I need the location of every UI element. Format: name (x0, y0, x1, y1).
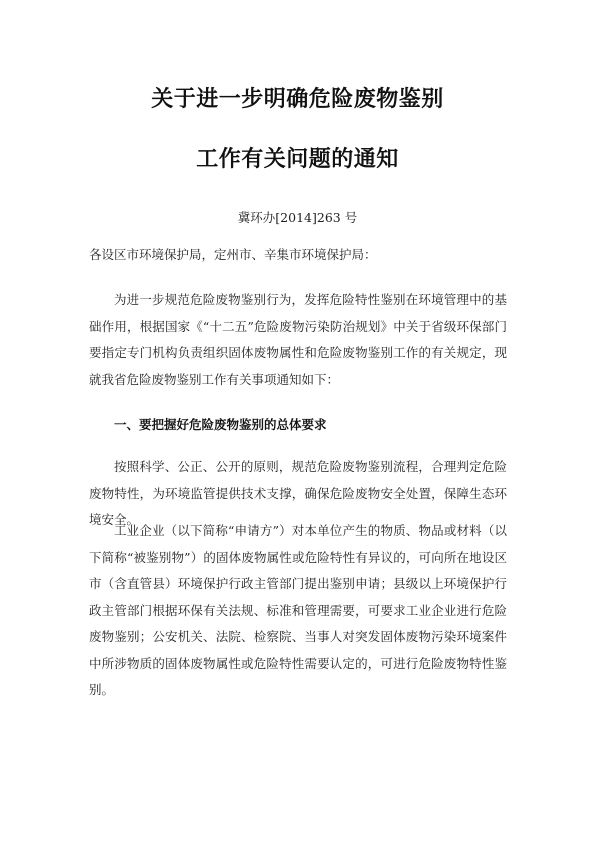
document-number: 冀环办[2014]263 号 (237, 210, 358, 225)
addressee: 各设区市环境保护局，定州市、辛集市环境保护局： (89, 247, 377, 262)
document-title-line-2: 工作有关问题的通知 (196, 146, 399, 172)
intro-paragraph: 为进一步规范危险废物鉴别行为，发挥危险特性鉴别在环境管理中的基础作用，根据国家《“十二五”危险废物污染防治规划》中关于省级环保部门要指定专门机构负责组织固体废物属性和危险废物鉴别工作的有关规定，现就我省危险废物鉴别工作有关事项通知如下： (89, 292, 507, 387)
document-title-line-1: 关于进一步明确危险废物鉴别 (151, 86, 444, 112)
section-1-heading: 一、要把握好危险废物鉴别的总体要求 (114, 417, 327, 432)
section-1-paragraph-1: 按照科学、公正、公开的原则，规范危险废物鉴别流程，合理判定危险废物特性，为环境监管提供技术支撑，确保危险废物安全处置，保障生态环境安全。 (89, 459, 507, 527)
section-1-paragraph-2: 工业企业（以下简称“申请方”）对本单位产生的物质、物品或材料（以下简称“被鉴别物”）的固体废物属性或危险特性有异议的，可向所在地设区市（含直管县）环境保护行政主管部门提出鉴别申请；县级以上环境保护行政主管部门根据环保有关法规、标准和管理需要，可要求工业企业进行危险废物鉴别；公安机关、法院、检察院、当事人对突发固体废物污染环境案件中所涉物质的固体废物属性或危险特性需要认定的，可进行危险废物特性鉴别。 (89, 523, 507, 697)
